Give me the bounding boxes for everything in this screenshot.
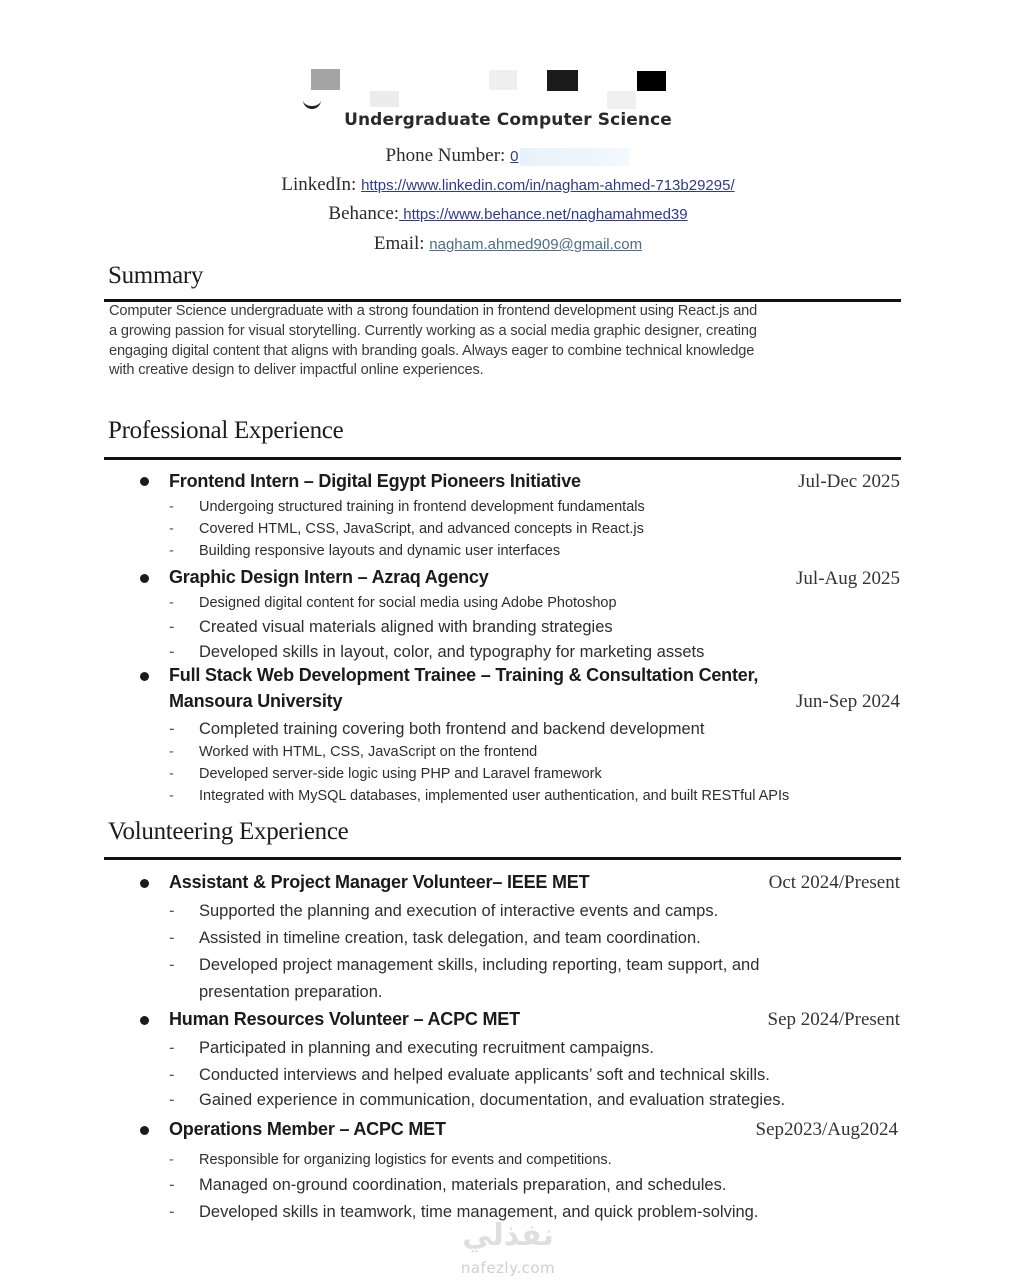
section-title-summary: Summary — [108, 262, 204, 289]
entry-date: Oct 2024/Present — [768, 872, 900, 893]
dash-icon: - — [169, 543, 174, 559]
dash-icon: - — [169, 1203, 175, 1221]
dash-icon: - — [169, 956, 175, 974]
entry-date: Sep 2024/Present — [767, 1009, 900, 1030]
dash-icon: - — [169, 766, 174, 782]
bullet-icon — [140, 879, 149, 888]
contact-behance — [0, 203, 1016, 225]
redaction-block — [547, 70, 578, 91]
phone-label: Phone Number: — [385, 145, 506, 166]
bullet-icon — [140, 672, 149, 681]
redaction-block — [311, 69, 340, 90]
summary-line: engaging digital content that aligns with branding goals. Always eager to combine technical knowledge — [109, 342, 755, 359]
contact-linkedin — [0, 174, 1016, 196]
watermark-logo: نفذلي — [462, 1218, 554, 1253]
dash-icon: - — [169, 595, 174, 611]
section-divider — [104, 857, 901, 860]
bullet-icon — [140, 1016, 149, 1025]
behance-label: Behance: — [328, 203, 400, 224]
dash-icon: - — [169, 720, 175, 738]
entry-title: Assistant & Project Manager Volunteer– IEEE MET — [169, 872, 590, 892]
dash-icon: - — [169, 788, 174, 804]
dash-icon: - — [169, 1091, 175, 1109]
linkedin-label: LinkedIn: — [281, 174, 357, 195]
resume-page: Undergraduate Computer Science Phone Number: 0 LinkedIn: https://www.linkedin.com/in/nagham-ahmed-713b29295/ Behance: https://www.behance.net/naghamahmed39 Email: nagham.ahmed909@gmail.com Summary Computer Science undergraduate with a strong foundation in frontend development using React.js and a growing passion for visual storytelling. Currently working as a social media graphic designer, creating engaging digital content that aligns with branding goals. Always eager to combine technical knowledge with creative design to deliver impactful online experiences. Professional Experience Frontend Intern – Digital Egypt Pioneers Initiative Jul-Dec 2025 - Undergoing structured training in frontend development fundamentals - Covered HTML, CSS, JavaScript, and advanced concepts in React.js - Building responsive layouts and dynamic user interfaces Graphic Design Intern – Azraq Agency Jul-Aug 2025 - Designed digital content for social media using Adobe Photoshop - Created visual materials aligned with branding strategies - Developed skills in layout, color, and typography for marketing assets Full Stack Web Development Trainee – Training & Consultation Center, Mansoura University Jun-Sep 2024 - Completed training covering both frontend and backend development - Worked with HTML, CSS, JavaScript on the frontend - Developed server-side logic using PHP and Laravel framework - Integrated with MySQL databases, implemented user authentication, and built RESTful APIs Volunteering Experience Assistant & Project Manager Volunteer– IEEE MET Oct 2024/Present - Supported the planning and execution of interactive events and camps. - Assisted in timeline creation, task delegation, and team coordination. - Developed project management skills, including reporting, team support, and presentation preparation. Human Resources Volunteer – ACPC MET Sep 2024/Present - Participated in planning and executing recruitment campaigns. - Conducted interviews and helped evaluate applicants’ soft and technical skills. - Gained experience in communication, documentation, and evaluation strategies. Operations Member – ACPC MET Sep2023/Aug2024 - Responsible for organizing logistics for events and competitions. - Managed on-ground coordination, materials preparation, and schedules. - Developed skills in teamwork, time management, and quick problem-solving. نفذلي nafezly.com — [0, 0, 1016, 1280]
entry-title: Full Stack Web Development Trainee – Training & Consultation Center, — [169, 665, 759, 685]
entry-title: Human Resources Volunteer – ACPC MET — [169, 1009, 520, 1029]
entry-date: Jul-Dec 2025 — [798, 471, 900, 492]
dash-icon: - — [169, 643, 175, 661]
bullet-icon — [140, 574, 149, 583]
contact-email — [0, 233, 1016, 255]
phone-link[interactable]: 0 — [510, 148, 519, 165]
entry-title: Operations Member – ACPC MET — [169, 1119, 446, 1139]
bullet-icon — [140, 1126, 149, 1135]
redaction-block — [637, 71, 666, 91]
bullet-icon — [140, 477, 149, 486]
dash-icon: - — [169, 1176, 175, 1194]
section-title-volunteering: Volunteering Experience — [108, 818, 349, 845]
entry-date: Sep2023/Aug2024 — [755, 1119, 898, 1140]
summary-line: a growing passion for visual storytelling. Currently working as a social media graphic designer, creating — [109, 322, 757, 339]
entry-title: Graphic Design Intern – Azraq Agency — [169, 567, 489, 587]
email-label: Email: — [373, 233, 425, 254]
phone-redaction — [520, 148, 630, 166]
dash-icon: - — [169, 618, 175, 636]
watermark-url: nafezly.com — [460, 1259, 556, 1277]
linkedin-link[interactable]: https://www.linkedin.com/in/nagham-ahmed-713b29295/ — [361, 177, 735, 194]
dash-icon: - — [169, 744, 174, 760]
resume-subtitle: Undergraduate Computer Science — [344, 110, 672, 130]
contact-phone — [0, 145, 1016, 167]
section-title-professional: Professional Experience — [108, 417, 344, 444]
redaction-block — [370, 91, 399, 107]
redaction-block — [607, 91, 636, 109]
summary-line: Computer Science undergraduate with a strong foundation in frontend development using React.js and — [109, 303, 758, 319]
entry-date: Jun-Sep 2024 — [796, 691, 900, 712]
entry-title: Frontend Intern – Digital Egypt Pioneers Initiative — [169, 471, 581, 491]
email-link[interactable]: nagham.ahmed909@gmail.com — [429, 236, 643, 253]
name-fragment — [303, 98, 321, 109]
section-divider — [104, 457, 901, 460]
summary-line: with creative design to deliver impactful online experiences. — [109, 362, 484, 379]
behance-link[interactable]: https://www.behance.net/naghamahmed39 — [399, 206, 688, 223]
entry-date: Jul-Aug 2025 — [796, 568, 900, 589]
dash-icon: - — [169, 521, 174, 537]
dash-icon: - — [169, 499, 174, 515]
dash-icon: - — [169, 1039, 175, 1057]
entry-title-continued: Mansoura University — [169, 691, 343, 711]
summary-text — [109, 302, 899, 381]
dash-icon: - — [169, 1152, 174, 1168]
dash-icon: - — [169, 929, 175, 947]
dash-icon: - — [169, 902, 175, 920]
dash-icon: - — [169, 1066, 175, 1084]
redaction-block — [489, 70, 517, 90]
